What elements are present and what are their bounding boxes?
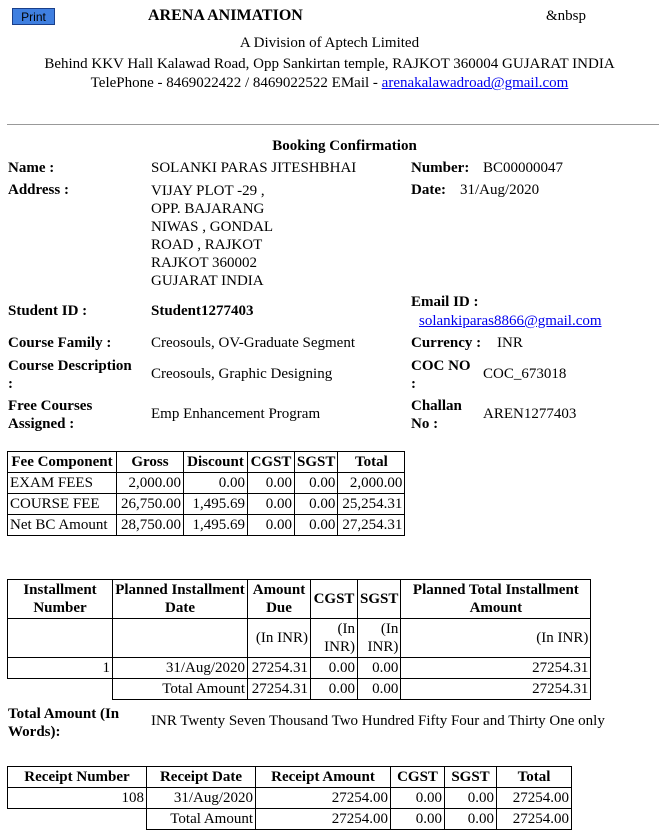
col-receipt-amount: Receipt Amount	[256, 767, 391, 788]
total-sgst-cell: 0.00	[358, 679, 401, 700]
number-label: Number:	[411, 160, 470, 176]
cgst-cell: 0.00	[248, 473, 295, 494]
student-email-link[interactable]: solankiparas8866@gmail.com	[419, 313, 602, 329]
nbsp-text: &nbsp	[546, 8, 587, 24]
total-words-label-line: Words):	[8, 724, 61, 740]
receipt-table	[7, 766, 572, 830]
receipt-table-header	[8, 767, 572, 788]
receipt-number-cell: 108	[8, 788, 147, 809]
discount-cell: 1,495.69	[184, 515, 248, 536]
table-row	[8, 473, 405, 494]
total-row	[8, 679, 591, 700]
number-value: BC00000047	[483, 160, 564, 176]
total-cgst-cell: 0.00	[391, 809, 445, 830]
receipt-date-cell: 31/Aug/2020	[147, 788, 256, 809]
installment-date-cell: 31/Aug/2020	[113, 658, 248, 679]
fee-component-cell: Net BC Amount	[8, 515, 117, 536]
col-discount: Discount	[184, 452, 248, 473]
header-divider	[7, 124, 659, 125]
cgst-cell: 0.00	[248, 515, 295, 536]
print-button[interactable]: Print	[12, 8, 55, 25]
unit-cell	[8, 619, 113, 658]
col-amount-due: Amount Due	[248, 580, 311, 619]
company-address: Behind KKV Hall Kalawad Road, Opp Sankirtan temple, RAJKOT 360004 GUJARAT INDIA	[44, 56, 615, 72]
col-planned-date: Planned Installment Date	[113, 580, 248, 619]
cgst-cell: 0.00	[391, 788, 445, 809]
sgst-cell: 0.00	[295, 494, 338, 515]
unit-cell: (In INR)	[248, 619, 311, 658]
col-receipt-number: Receipt Number	[8, 767, 147, 788]
col-cgst: CGST	[391, 767, 445, 788]
total-cell: 27,254.31	[338, 515, 405, 536]
discount-cell: 1,495.69	[184, 494, 248, 515]
address-line: OPP. BAJARANG	[151, 201, 265, 217]
total-words-value: INR Twenty Seven Thousand Two Hundred Fifty Four and Thirty One only	[151, 713, 605, 729]
cgst-cell: 0.00	[311, 658, 358, 679]
course-description-value: Creosouls, Graphic Designing	[151, 366, 333, 382]
fee-component-cell: COURSE FEE	[8, 494, 117, 515]
sgst-cell: 0.00	[358, 658, 401, 679]
empty-cell	[8, 679, 113, 700]
address-line: RAJKOT 360002	[151, 255, 257, 271]
total-planned-cell: 27254.31	[401, 679, 591, 700]
course-description-label	[8, 357, 132, 393]
address-line: ROAD , RAJKOT	[151, 237, 263, 253]
coc-label-line: COC NO	[411, 358, 471, 374]
receipt-amount-cell: 27254.00	[256, 788, 391, 809]
table-row	[8, 658, 591, 679]
gross-cell: 26,750.00	[117, 494, 184, 515]
fee-component-cell: EXAM FEES	[8, 473, 117, 494]
empty-cell	[8, 809, 147, 830]
company-email-link[interactable]: arenakalawadroad@gmail.com	[381, 75, 569, 91]
total-words-label-line: Total Amount (In	[8, 706, 120, 722]
date-value: 31/Aug/2020	[460, 182, 540, 198]
sgst-cell: 0.00	[445, 788, 497, 809]
address-line: GUJARAT INDIA	[151, 273, 264, 289]
total-cell: 27254.00	[497, 809, 572, 830]
total-cell: 2,000.00	[338, 473, 405, 494]
challan-label-line: Challan	[411, 398, 462, 414]
address-value	[151, 182, 273, 290]
student-id-label: Student ID :	[8, 303, 88, 319]
course-description-label-colon: :	[8, 376, 13, 392]
coc-label-colon: :	[411, 376, 416, 392]
fee-table-header	[8, 452, 405, 473]
challan-value: AREN1277403	[483, 406, 577, 422]
units-row	[8, 619, 591, 658]
free-courses-value: Emp Enhancement Program	[151, 406, 321, 422]
planned-total-cell: 27254.31	[401, 658, 591, 679]
cgst-cell: 0.00	[248, 494, 295, 515]
col-cgst: CGST	[248, 452, 295, 473]
total-label-cell: Total Amount	[113, 679, 248, 700]
col-sgst: SGST	[358, 580, 401, 619]
table-row	[8, 494, 405, 515]
name-value: SOLANKI PARAS JITESHBHAI	[151, 160, 357, 176]
total-cgst-cell: 0.00	[311, 679, 358, 700]
discount-cell: 0.00	[184, 473, 248, 494]
col-gross: Gross	[117, 452, 184, 473]
amount-due-cell: 27254.31	[248, 658, 311, 679]
email-label: Email ID :	[411, 294, 479, 310]
challan-label-line: No :	[411, 416, 439, 432]
total-label-cell: Total Amount	[147, 809, 256, 830]
booking-title: Booking Confirmation	[272, 138, 417, 154]
installment-table	[7, 579, 591, 700]
division-text: A Division of Aptech Limited	[239, 35, 420, 51]
address-line: VIJAY PLOT -29 ,	[151, 183, 265, 199]
course-family-label: Course Family :	[8, 335, 112, 351]
free-courses-label-line: Assigned :	[8, 416, 75, 432]
coc-label	[411, 357, 471, 393]
unit-cell	[113, 619, 248, 658]
col-sgst: SGST	[295, 452, 338, 473]
unit-cell: (In INR)	[311, 619, 358, 658]
total-amount-due-cell: 27254.31	[248, 679, 311, 700]
currency-value: INR	[497, 335, 523, 351]
fee-table	[7, 451, 405, 536]
total-row	[8, 809, 572, 830]
course-family-value: Creosouls, OV-Graduate Segment	[151, 335, 355, 351]
address-line: NIWAS , GONDAL	[151, 219, 274, 235]
total-sgst-cell: 0.00	[445, 809, 497, 830]
student-id-value: Student1277403	[151, 303, 254, 319]
total-cell: 25,254.31	[338, 494, 405, 515]
total-words-label	[8, 705, 119, 741]
gross-cell: 2,000.00	[117, 473, 184, 494]
col-receipt-date: Receipt Date	[147, 767, 256, 788]
contact-line	[0, 75, 659, 92]
challan-label	[411, 397, 462, 433]
date-label: Date:	[411, 182, 446, 198]
free-courses-label-line: Free Courses	[8, 398, 93, 414]
course-description-label-line: Course Description	[8, 358, 132, 374]
col-sgst: SGST	[445, 767, 497, 788]
table-row	[8, 788, 572, 809]
unit-cell: (In INR)	[401, 619, 591, 658]
col-installment-number: Installment Number	[8, 580, 113, 619]
free-courses-label	[8, 397, 92, 433]
phone-text: TelePhone - 8469022422 / 8469022522 EMail -	[90, 75, 382, 91]
gross-cell: 28,750.00	[117, 515, 184, 536]
col-total: Total	[497, 767, 572, 788]
unit-cell: (In INR)	[358, 619, 401, 658]
sgst-cell: 0.00	[295, 515, 338, 536]
col-fee-component: Fee Component	[8, 452, 117, 473]
total-cell: 27254.00	[497, 788, 572, 809]
company-name: ARENA ANIMATION	[148, 7, 303, 24]
table-row	[8, 515, 405, 536]
col-planned-total: Planned Total Installment Amount	[401, 580, 591, 619]
col-cgst: CGST	[311, 580, 358, 619]
address-label: Address :	[8, 182, 69, 198]
sgst-cell: 0.00	[295, 473, 338, 494]
currency-label: Currency :	[411, 335, 482, 351]
installment-table-header	[8, 580, 591, 619]
coc-value: COC_673018	[483, 366, 567, 382]
col-total: Total	[338, 452, 405, 473]
installment-number-cell: 1	[8, 658, 113, 679]
total-receipt-amount-cell: 27254.00	[256, 809, 391, 830]
name-label: Name :	[8, 160, 55, 176]
